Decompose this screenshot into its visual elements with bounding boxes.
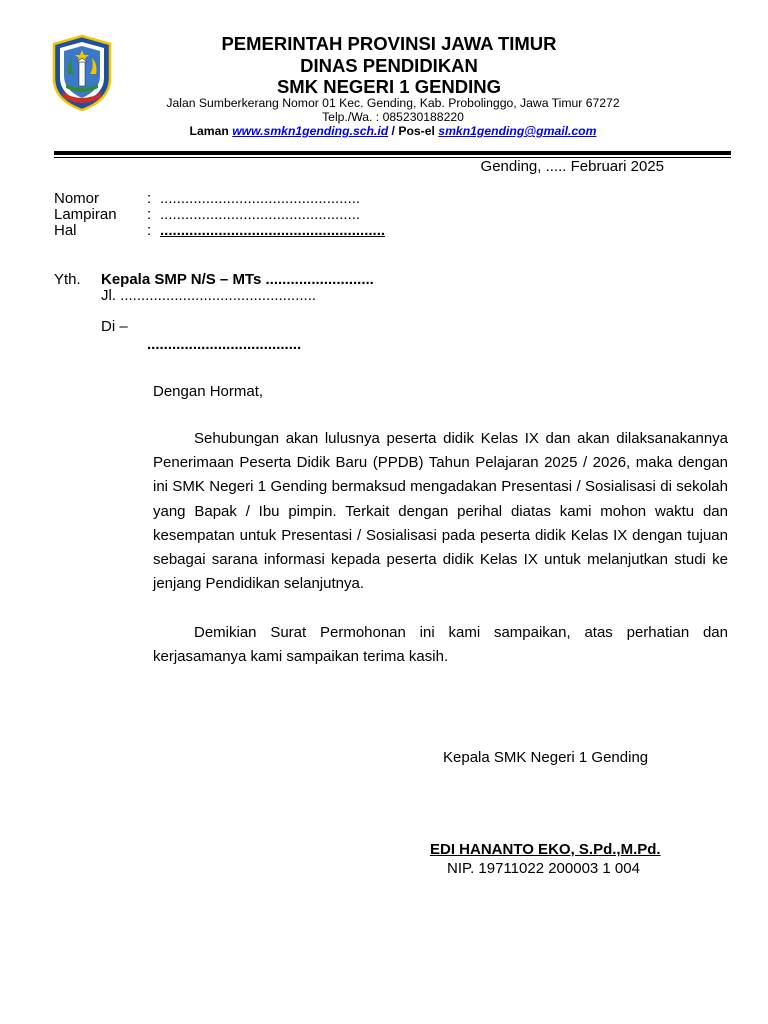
nomor-colon: : (147, 190, 152, 207)
signature-name: EDI HANANTO EKO, S.Pd.,M.Pd. (430, 841, 661, 858)
letterhead-divider-thick (54, 151, 731, 155)
email-link[interactable]: smkn1gending@gmail.com (438, 124, 597, 138)
lampiran-value: ................................................ (160, 206, 361, 223)
hal-label: Hal (54, 222, 77, 239)
signature-nip: NIP. 19711022 200003 1 004 (447, 860, 640, 877)
recipient-location: ..................................... (147, 336, 302, 353)
yth-label: Yth. (54, 271, 81, 288)
lampiran-colon: : (147, 206, 152, 223)
kop-email-label: / Pos-el (388, 124, 439, 138)
website-link[interactable]: www.smkn1gending.sch.id (232, 124, 389, 138)
kop-school-name: SMK NEGERI 1 GENDING (276, 76, 502, 97)
kop-agency-name: DINAS PENDIDIKAN (300, 55, 478, 76)
hal-value: ...................................................... (160, 222, 386, 239)
kop-government-name: PEMERINTAH PROVINSI JAWA TIMUR (221, 33, 557, 54)
lampiran-label: Lampiran (54, 206, 117, 223)
letter-date: Gending, ..... Februari 2025 (480, 158, 664, 175)
recipient-di-label: Di – (101, 318, 128, 335)
kop-phone: Telp./Wa. : 085230188220 (322, 110, 464, 124)
recipient-address: Jl. ............................................... (101, 287, 317, 304)
nomor-label: Nomor (54, 190, 100, 207)
kop-contact (0, 124, 768, 138)
salutation: Dengan Hormat, (153, 383, 264, 400)
nomor-value: ................................................ (160, 190, 361, 207)
kop-web-label: Laman (189, 124, 233, 138)
body-paragraph-2: Demikian Surat Permohonan ini kami sampaikan, atas perhatian dan kerjasamanya kami sampaikan terima kasih. (153, 624, 728, 666)
kop-address: Jalan Sumberkerang Nomor 01 Kec. Gending, Kab. Probolinggo, Jawa Timur 67272 (166, 96, 620, 110)
hal-colon: : (147, 222, 152, 239)
body-paragraph-1: Sehubungan akan lulusnya peserta didik Kelas IX dan akan dilaksanakannya Penerimaan Peserta Didik Baru (PPDB) Tahun Pelajaran 2025 / 2026, maka dengan ini SMK Negeri 1 Gending bermaksud mengadakan Presentasi / Sosialisasi di sekolah yang Bapak / Ibu pimpin. Terkait dengan perihal diatas kami mohon waktu dan kesempatan untuk Presentasi / Sosialisasi pada peserta didik Kelas IX dengan tujuan sebagai sarana informasi kepada peserta didik Kelas IX untuk melanjutkan studi ke jenjang Pendidikan selanjutnya. (153, 430, 728, 593)
signature-title: Kepala SMK Negeri 1 Gending (443, 749, 649, 766)
recipient-name: Kepala SMP N/S – MTs .......................... (101, 271, 374, 288)
